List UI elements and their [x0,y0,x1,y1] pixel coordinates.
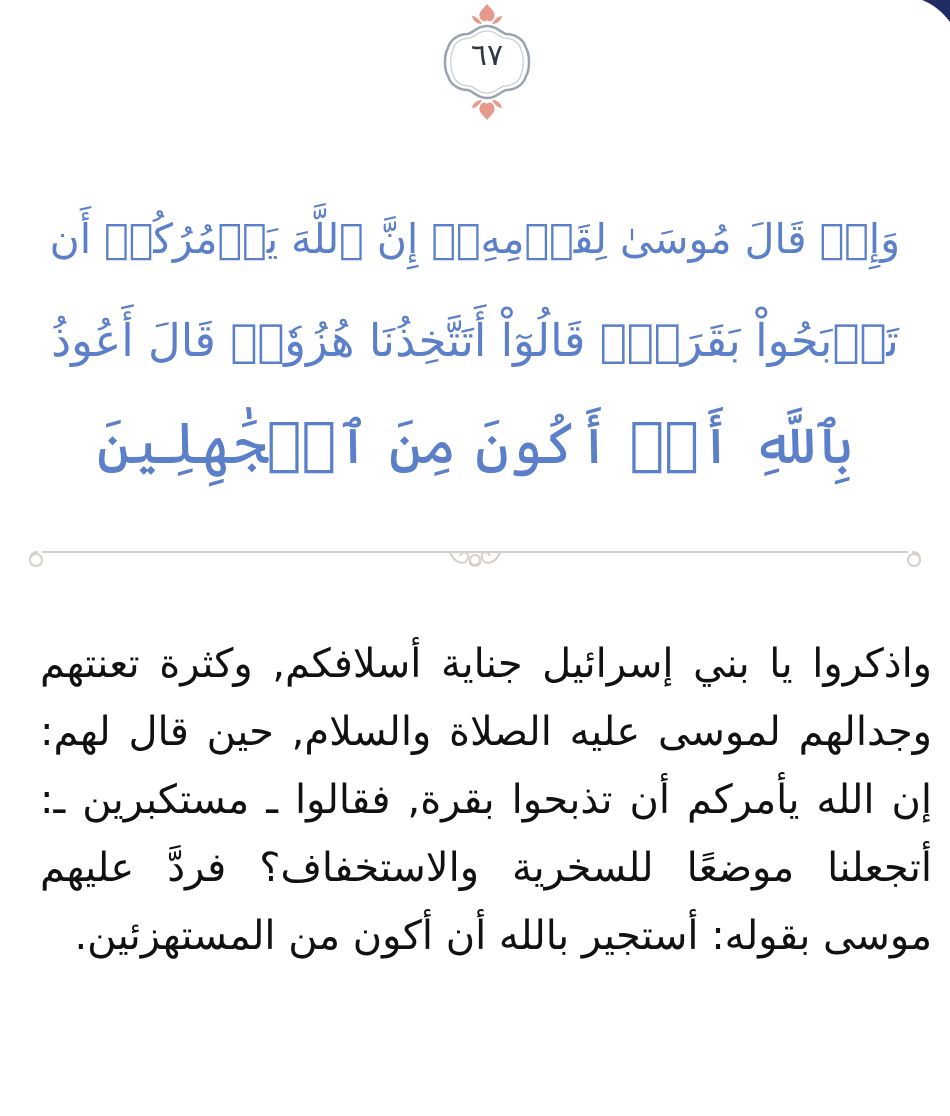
paragraph-line-2: وجدالهم لموسى عليه الصلاة والسلام, حين قال لهم: [40,709,932,755]
page-number-badge [432,0,542,124]
verse-line-1: وَإِذۡ قَالَ مُوسَىٰ لِقَوۡمِهِۦٓ إِنَّ ٱللَّهَ يَأۡمُرُكُمۡ أَن [49,215,900,263]
ornamental-divider [22,538,928,582]
verse-line-3: بِٱللَّهِ أَنۡ أَكُونَ مِنَ ٱلۡجَٰهِلِينَ [96,409,854,477]
corner-decoration [910,0,950,22]
tafsir-paragraph [40,630,932,970]
paragraph-line-1: واذكروا يا بني إسرائيل جناية أسلافكم, وكثرة تعنتهم [40,641,932,687]
quran-verse [50,188,900,494]
page-number: ٦٧ [470,38,504,73]
ornamental-divider-icon [22,538,928,582]
paragraph-line-5: موسى بقوله: أستجير بالله أن أكون من المستهزئين. [74,913,932,959]
paragraph-line-4: أتجعلنا موضعًا للسخرية والاستخفاف؟ فردَّ عليهم [40,845,932,891]
paragraph-line-3: إن الله يأمركم أن تذبحوا بقرة, فقالوا ـ مستكبرين ـ: [40,777,932,823]
verse-line-2: تَذۡبَحُواْ بَقَرَةٗۖ قَالُوٓاْ أَتَتَّخِذُنَا هُزُوٗاۖ قَالَ أَعُوذُ [51,314,899,367]
